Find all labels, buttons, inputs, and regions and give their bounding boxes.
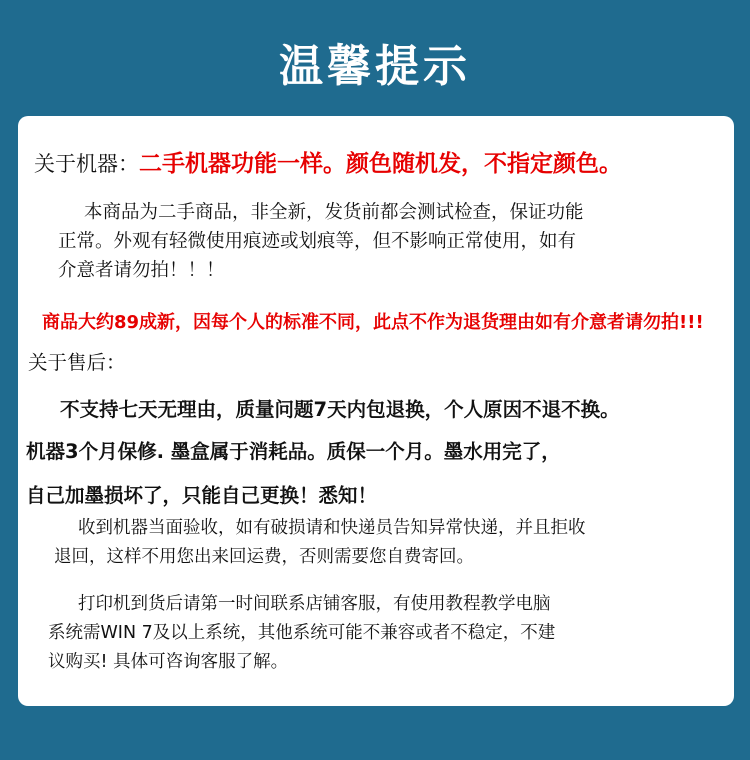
inspection-line-2: 退回，这样不用您出来回运费，否则需要您自费寄回。: [54, 547, 474, 567]
page-title: 温馨提示: [279, 41, 471, 92]
machine-highlight: 二手机器功能一样。颜色随机发，不指定颜色。: [139, 151, 622, 177]
after-sales-line-3: 自己加墨损坏了，只能自己更换！悉知！: [26, 484, 378, 507]
condition-line-2: 正常。外观有轻微使用痕迹或划痕等，但不影响正常使用，如有: [58, 231, 577, 252]
red-notice: 商品大约89成新，因每个人的标准不同，此点不作为退货理由如有介意者请勿拍!!!: [42, 312, 704, 333]
support-line-2: 系统需WIN 7及以上系统，其他系统可能不兼容或者不稳定，不建: [48, 623, 556, 643]
machine-label: 关于机器：: [34, 152, 139, 176]
machine-line: [34, 145, 622, 178]
condition-line-3: 介意者请勿拍！！！: [58, 260, 225, 281]
support-line-3: 议购买! 具体可咨询客服了解。: [48, 652, 289, 672]
after-sales-label: 关于售后：: [28, 351, 126, 374]
support-line-1: 打印机到货后请第一时间联系店铺客服，有使用教程教学电脑: [78, 594, 551, 614]
condition-line-1: 本商品为二手商品，非全新，发货前都会测试检查，保证功能: [84, 202, 584, 223]
notice-card: [18, 116, 734, 706]
inspection-line-1: 收到机器当面验收，如有破损请和快递员告知异常快递，并且拒收: [78, 518, 586, 538]
after-sales-line-1: 不支持七天无理由，质量问题7天内包退换，个人原因不退不换。: [60, 398, 620, 421]
after-sales-line-2: 机器3个月保修. 墨盒属于消耗品。质保一个月。墨水用完了，: [26, 440, 561, 463]
